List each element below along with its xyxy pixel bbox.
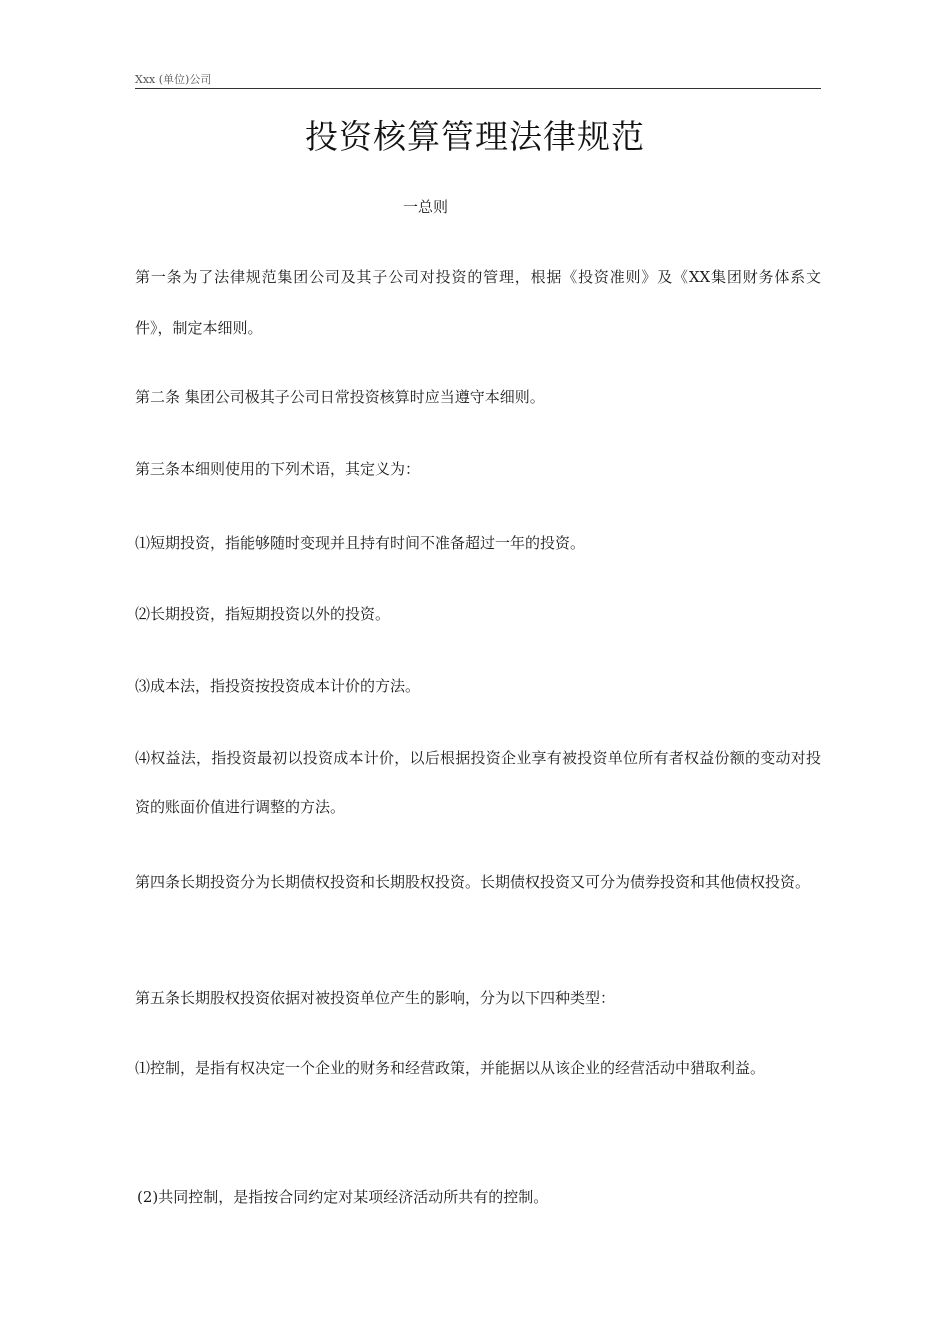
paragraph-article-2: 第二条 集团公司极其子公司日常投资核算时应当遵守本细则。 [135,388,545,406]
section-heading: 一总则 [403,198,449,216]
paragraph-type-2: (2)共同控制，是指按合同约定对某项经济活动所共有的控制。 [137,1188,549,1206]
paragraph-type-1: ⑴控制，是指有权决定一个企业的财务和经营政策，并能据以从该企业的经营活动中猎取利益。 [135,1059,766,1077]
page-header [135,72,821,89]
header-company-name: Xxx (单位)公司 [135,73,212,86]
paragraph-definition-1: ⑴短期投资，指能够随时变现并且持有时间不准备超过一年的投资。 [135,534,586,552]
paragraph-definition-4: ⑷权益法，指投资最初以投资成本计价，以后根据投资企业享有被投资单位所有者权益份额的变动对投资的账面价值进行调整的方法。 [135,749,821,816]
paragraph-definition-2: ⑵长期投资，指短期投资以外的投资。 [135,605,391,623]
paragraph-article-3: 第三条本细则使用的下列术语，其定义为： [135,460,421,478]
paragraph-article-1: 第一条为了法律规范集团公司及其子公司对投资的管理，根据《投资准则》及《XX集团财务体系文件》，制定本细则。 [135,268,821,337]
paragraph-definition-3: ⑶成本法，指投资按投资成本计价的方法。 [135,677,421,695]
document-title: 投资核算管理法律规范 [305,117,645,156]
paragraph-article-5: 第五条长期股权投资依据对被投资单位产生的影响，分为以下四种类型： [135,989,616,1007]
paragraph-article-4: 第四条长期投资分为长期债权投资和长期股权投资。长期债权投资又可分为债券投资和其他债权投资。 [135,873,811,891]
